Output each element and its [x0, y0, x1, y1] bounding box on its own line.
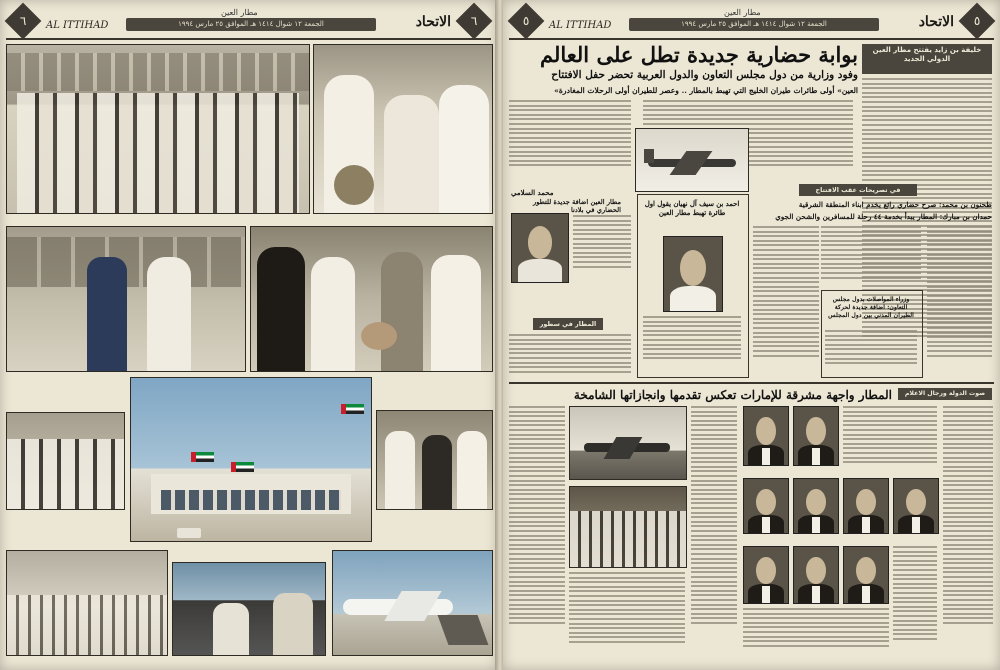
right-page — [503, 0, 1000, 670]
sub-headline-1: وفود وزارية من دول مجلس التعاون والدول العربية تحضر حفل الافتتاح — [551, 69, 858, 81]
portrait-feature — [663, 236, 723, 312]
portrait-3 — [743, 478, 789, 534]
left-column-text — [509, 100, 631, 180]
bottom-banner: صوت الدولة ورجال الاعلام — [898, 388, 992, 400]
left-section-logo: الاتحاد — [415, 14, 451, 30]
photo-airport-building-flags — [130, 377, 372, 542]
statement-headline-2: حمدان بن مبارك: المطار يبدأ بخدمة ٤٤ رحلة للمسافرين والشحن الجوي — [775, 212, 992, 221]
photo-passengers-aircraft — [6, 550, 168, 656]
caption-4 — [6, 510, 123, 534]
right-date-bar: الجمعة ١٢ شوال ١٤١٤ هـ الموافق ٢٥ مارس ١٩٩٤ — [629, 18, 879, 31]
photo-ceremony-bouquet — [313, 44, 493, 214]
left-date-bar: الجمعة ١٢ شوال ١٤١٤ هـ الموافق ٢٥ مارس ١٩٩٤ — [126, 18, 376, 31]
sat-banner: المطار في سطور — [533, 318, 603, 330]
left-page-number-right: ٦ — [456, 3, 493, 40]
photo-reception-crowd — [569, 486, 687, 568]
left-page-number: ٦ — [5, 3, 42, 40]
quote-text: مطار العين اضافة جديدة للتطور الحضاري في بلادنا — [533, 198, 621, 214]
photo-officials-walking — [376, 410, 493, 510]
bottom-col-right — [943, 406, 993, 656]
portrait-5 — [843, 478, 889, 534]
feature-text — [643, 316, 741, 372]
portrait-grid-text — [843, 406, 937, 472]
right-page-number-right: ٥ — [959, 3, 996, 40]
ministers-text — [825, 330, 917, 372]
box-title-banner: خليفة بن زايد يفتتح مطار العين الدولي الجديد — [862, 44, 992, 74]
section-divider — [509, 382, 994, 384]
main-headline: بوابة حضارية جديدة تطل على العالم — [540, 42, 858, 67]
photo-group-standing — [6, 412, 125, 510]
statement-text-right — [927, 226, 992, 376]
portrait-4 — [793, 478, 839, 534]
quote-name: محمد السلامي — [511, 188, 554, 197]
statement-headline: طحنون بن محمد: صرح حضاري رائع يخدم ابناء المنطقة الشرقية — [798, 200, 992, 209]
left-brand: AL ITTIHAD — [46, 20, 109, 31]
caption-2 — [6, 372, 126, 388]
statement-text-mid — [821, 226, 921, 288]
right-brand: AL ITTIHAD — [549, 20, 612, 31]
right-masthead — [509, 6, 994, 40]
portrait-6 — [893, 478, 939, 534]
left-page — [0, 0, 497, 670]
photo-ribbon-cutting — [250, 226, 493, 372]
photo-airplane-on-tarmac — [332, 550, 493, 656]
sub-headline-2: «العين» أولى طائرات طيران الخليج التي تهبط بالمطار .. وعصر للطيران أولى الرحلات المغادرة — [554, 86, 858, 95]
portrait-9 — [843, 546, 889, 604]
bottom-col-2 — [569, 572, 685, 656]
portrait-side-text — [893, 546, 937, 656]
statement-text-left — [753, 226, 819, 376]
photo-control-tower — [172, 562, 326, 656]
photo-dignitaries-group — [6, 44, 310, 214]
right-paper-title: مطار العين — [724, 8, 761, 17]
right-section-logo: الاتحاد — [918, 14, 954, 30]
statement-banner: في تصريحات عقب الافتتاح — [799, 184, 917, 196]
bottom-headline: المطار واجهة مشرقة للإمارات تعكس تقدمها وانجازاتها الشامخة — [573, 388, 892, 402]
sat-text — [509, 334, 631, 380]
portrait-1 — [743, 406, 789, 466]
left-masthead — [6, 6, 491, 40]
bold-quote: احمد بن سيف آل نهيان يقول اول طائرة تهبط مطار العين — [644, 200, 740, 217]
photo-aircraft-flying — [635, 128, 749, 192]
portrait-8 — [793, 546, 839, 604]
photo-aircraft-runway — [569, 406, 687, 480]
left-paper-title: مطار العين — [221, 8, 258, 17]
caption-1 — [6, 212, 308, 220]
bottom-col-3 — [691, 406, 737, 656]
photo-terminal-tour — [6, 226, 246, 372]
right-page-number: ٥ — [508, 3, 545, 40]
portrait-7 — [743, 546, 789, 604]
bottom-col-1 — [509, 406, 565, 656]
portrait-salami — [511, 213, 569, 283]
portrait-2 — [793, 406, 839, 466]
ministers-headline: وزراء المواصلات بدول مجلس التعاون: اضافة جديدة لحركة الطيران المدني بين دول المجلس — [828, 296, 914, 319]
salami-text — [573, 215, 631, 279]
caption-5 — [376, 510, 491, 534]
portrait-bottom-text — [743, 608, 889, 656]
